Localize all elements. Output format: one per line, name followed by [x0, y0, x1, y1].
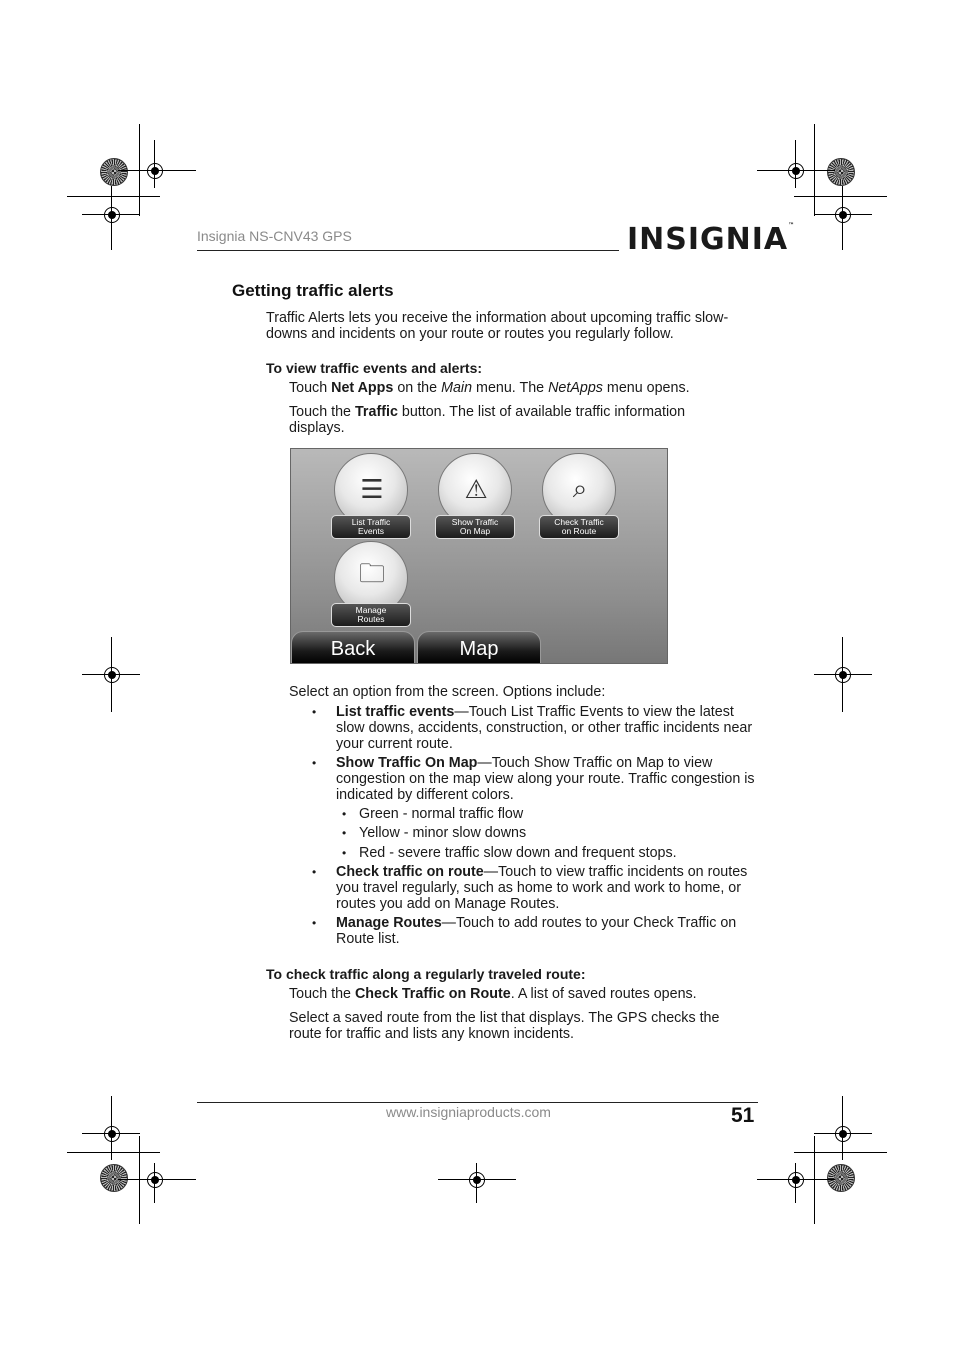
- crop-line: [814, 1136, 815, 1224]
- crop-line: [795, 1163, 796, 1203]
- registration-mark-icon: [788, 163, 804, 179]
- crop-line: [814, 214, 872, 215]
- crop-line: [794, 1152, 887, 1153]
- crop-line: [67, 1152, 160, 1153]
- options-list: [312, 704, 762, 947]
- crop-line: [842, 1096, 843, 1160]
- back-button[interactable]: Back: [291, 631, 415, 664]
- insignia-logo: INSIGNIA™: [627, 222, 796, 257]
- options-intro: Select an option from the screen. Options include:: [289, 684, 606, 700]
- crop-line: [111, 1096, 112, 1160]
- crop-line: [154, 1163, 155, 1203]
- registration-mark-icon: [147, 1172, 163, 1188]
- list-item: • Show Traffic On Map—Touch Show Traffic on Map to view congestion on the map view along your route. Traffic congestion is indicated by different colors.: [312, 755, 755, 803]
- registration-mark-icon: [104, 667, 120, 683]
- procedure-step: Touch the Traffic button. The list of available traffic information displays.: [289, 404, 686, 436]
- crop-line: [67, 196, 160, 197]
- list-item: • Check traffic on route—Touch to view traffic incidents on routes you travel regularly, such as home to work and work to home, or routes you add on Manage Routes.: [312, 864, 748, 912]
- list-item: • Manage Routes—Touch to add routes to your Check Traffic on Route list.: [312, 915, 737, 947]
- crop-line: [154, 140, 155, 188]
- crop-line: [814, 674, 872, 675]
- list-item: • Red - severe traffic slow down and frequent stops.: [342, 845, 677, 861]
- crop-line: [795, 140, 796, 188]
- footer-rule: [197, 1102, 758, 1103]
- tile-label: Check Traffic on Route: [539, 515, 619, 539]
- procedure-heading: To check traffic along a regularly traveled route:: [266, 966, 586, 982]
- color-bar-icon: [827, 158, 855, 186]
- crop-line: [139, 1136, 140, 1224]
- crop-line: [814, 1133, 872, 1134]
- page-number: 51: [731, 1104, 755, 1127]
- gps-screenshot: [290, 448, 668, 664]
- map-button[interactable]: Map: [417, 631, 541, 664]
- procedure-step: Touch the Check Traffic on Route. A list of saved routes opens.: [289, 986, 697, 1002]
- procedure-step: Touch Net Apps on the Main menu. The NetApps menu opens.: [289, 380, 690, 396]
- route-search-icon: ⌕: [572, 473, 588, 503]
- list-item: • Green - normal traffic flow: [342, 806, 524, 822]
- crop-line: [438, 1179, 516, 1180]
- show-traffic-on-map-button[interactable]: [435, 453, 515, 545]
- registration-mark-icon: [147, 163, 163, 179]
- procedure-step: Select a saved route from the list that displays. The GPS checks the route for traffic and lists any known incidents.: [289, 1010, 720, 1042]
- registration-mark-icon: [104, 1126, 120, 1142]
- registration-mark-icon: [835, 207, 851, 223]
- crop-line: [757, 1179, 835, 1180]
- list-traffic-events-button[interactable]: [331, 453, 411, 545]
- registration-mark-icon: [835, 667, 851, 683]
- section-title: Getting traffic alerts: [232, 281, 394, 300]
- procedure-heading: To view traffic events and alerts:: [266, 360, 483, 376]
- list-icon: ☰: [360, 473, 384, 504]
- manage-routes-button[interactable]: [331, 541, 411, 633]
- color-bar-icon: [827, 1164, 855, 1192]
- registration-mark-icon: [835, 1126, 851, 1142]
- crop-line: [118, 1179, 196, 1180]
- crop-line: [476, 1163, 477, 1203]
- warning-map-icon: ⚠: [464, 473, 488, 504]
- crop-line: [794, 196, 887, 197]
- tile-label: Manage Routes: [331, 603, 411, 627]
- list-item: • List traffic events—Touch List Traffic Events to view the latest slow downs, accidents, construction, or other traffic incidents near your current route.: [312, 704, 753, 752]
- header-rule: [197, 250, 619, 251]
- tile-label: List Traffic Events: [331, 515, 411, 539]
- running-header: Insignia NS-CNV43 GPS: [197, 228, 352, 244]
- folder-compass-icon: 🗀: [358, 558, 385, 588]
- registration-mark-icon: [788, 1172, 804, 1188]
- registration-mark-icon: [469, 1172, 485, 1188]
- crop-line: [757, 170, 835, 171]
- color-bar-icon: [100, 1164, 128, 1192]
- tile-label: Show Traffic On Map: [435, 515, 515, 539]
- list-item: • Yellow - minor slow downs: [342, 825, 527, 841]
- crop-line: [82, 214, 140, 215]
- footer-url: www.insigniaproducts.com: [386, 1104, 551, 1120]
- check-traffic-on-route-button[interactable]: [539, 453, 619, 545]
- color-bar-icon: [100, 158, 128, 186]
- crop-line: [82, 674, 140, 675]
- registration-mark-icon: [104, 207, 120, 223]
- crop-line: [82, 1133, 140, 1134]
- crop-line: [118, 170, 196, 171]
- intro-paragraph: Traffic Alerts lets you receive the information about upcoming traffic slow-downs and incidents on your route or routes you regularly follow.: [266, 310, 729, 342]
